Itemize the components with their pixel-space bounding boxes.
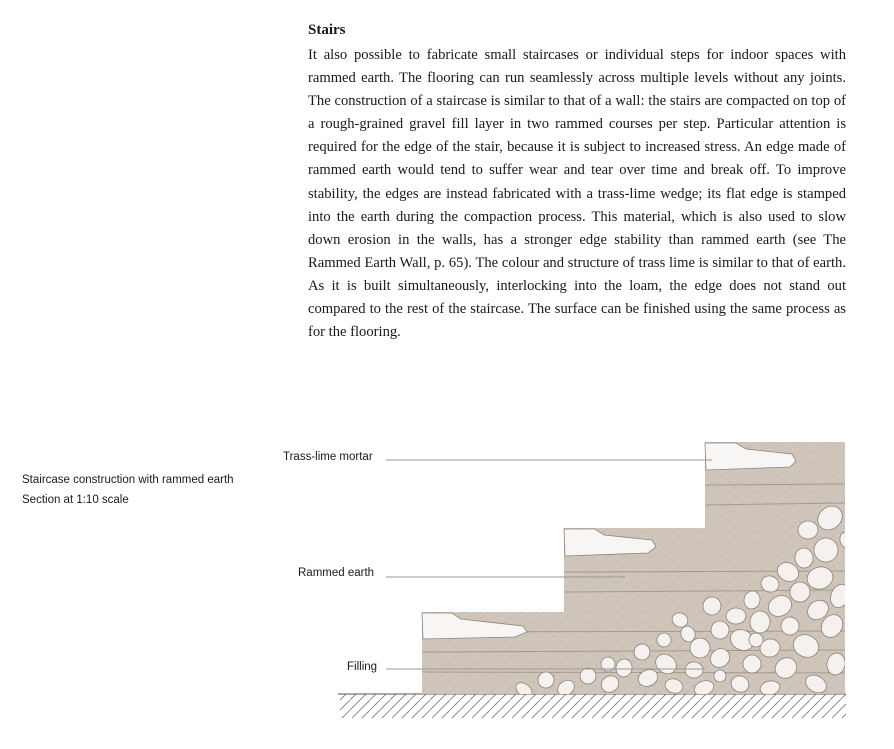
gravel-stone — [538, 672, 554, 688]
gravel-stone — [685, 662, 703, 678]
section-title: Stairs — [308, 22, 346, 38]
label-trass-lime-mortar: Trass-lime mortar — [283, 451, 373, 463]
ground-hatching — [340, 694, 846, 718]
label-rammed-earth: Rammed earth — [298, 567, 375, 579]
label-filling: Filling — [347, 661, 378, 673]
body-paragraph: It also possible to fabricate small staircases or individual steps for indoor spaces with rammed earth. The flooring can run seamlessly across multiple levels without any joints. The construction of a staircase is similar to that of a wall: the stairs are compacted on top of a rough-grained gravel fill layer in two rammed courses per step. Particular attention is required for the edge of the stair, because it is subject to increased stress. An edge made of rammed earth would tend to suffer wear and tear over time and break off. To improve stability, the edges are instead fabricated with a trass-lime wedge; its flat edge is stamped into the earth during the compaction process. This material, which is also used to slow down erosion in the walls, has a stronger edge stability than rammed earth (see The Rammed Earth Wall, p. 65). The colour and structure of trass lime is similar to that of earth. As it is built simultaneously, interlocking into the loam, the edge does not stand out compared to the rest of the staircase. The surface can be finished using the same process as for the flooring. — [308, 47, 846, 341]
gravel-stone — [726, 608, 747, 625]
caption-scale: Section at 1:10 scale — [22, 494, 129, 506]
caption-title: Staircase construction with rammed earth — [22, 474, 234, 486]
